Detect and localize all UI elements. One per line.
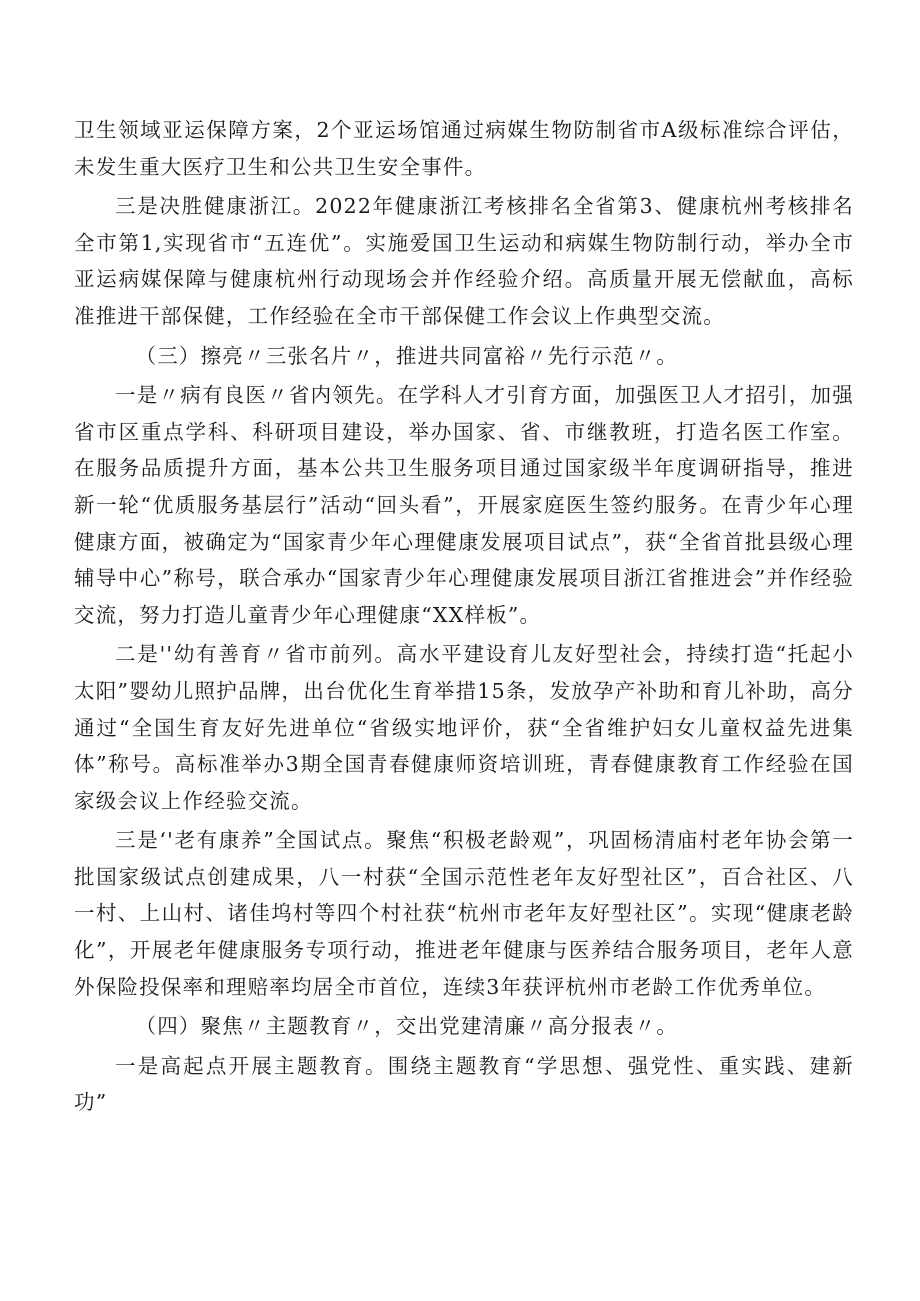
paragraph-child-care: 二是''幼有善育〃省市前列。高水平建设育儿友好型社会，持续打造“托起小太阳”婴幼儿照护品牌，出台优化生育举措15条，发放孕产补助和育儿补助，高分通过“全国生育友好先进单位“省级实地评价，获“全省维护妇女儿童权益先进集体”称号。高标准举办3期全国青春健康师资培训班，青春健康教育工作经验在国家级会议上作经验交流。: [74, 642, 854, 813]
paragraph-healthy-zhejiang: 三是决胜健康浙江。2022年健康浙江考核排名全省第3、健康杭州考核排名全市第1,实现省市“五连优”。实施爱国卫生运动和病媒生物防制行动，举办全市亚运病媒保障与健康杭州行动现场会并作经验介绍。高质量开展无偿献血，高标准推进干部保健，工作经验在全市干部保健工作会议上作典型交流。: [74, 194, 854, 328]
paragraph-theme-education: 一是高起点开展主题教育。围绕主题教育“学思想、强党性、重实践、建新功”: [74, 1053, 854, 1115]
paragraph-medical-care: 一是〃病有良医〃省内领先。在学科人才引育方面，加强医卫人才招引，加强省市区重点学科、科研项目建设，举办国家、省、市继教班，打造名医工作室。在服务品质提升方面，基本公共卫生服务项目通过国家级半年度调研指导，推进新一轮“优质服务基层行”活动“回头看”，开展家庭医生签约服务。在青少年心理健康方面，被确定为“国家青少年心理健康发展项目试点”，获“全省首批县级心理辅导中心”称号，联合承办“国家青少年心理健康发展项目浙江省推进会”并作经验交流，努力打造儿童青少年心理健康“XX样板”。: [74, 383, 854, 627]
section-heading-four: （四）聚焦〃主题教育〃，交出党建清廉〃高分报表〃。: [135, 1014, 678, 1039]
paragraph-continuation: 卫生领域亚运保障方案，2个亚运场馆通过病媒生物防制省市A级标准综合评估，未发生重大医疗卫生和公共卫生安全事件。: [74, 118, 854, 179]
paragraph-elderly-care: 三是‘'老有康养”全国试点。聚焦“积极老龄观”，巩固杨清庙村老年协会第一批国家级试点创建成果，八一村获“全国示范性老年友好型社区”，百合社区、八一村、上山村、诸佳坞村等四个村社获“杭州市老年友好型社区”。实现“健康老龄化”，开展老年健康服务专项行动，推进老年健康与医养结合服务项目，老年人意外保险投保率和理赔率均居全市首位，连续3年获评杭州市老龄工作优秀单位。: [74, 828, 854, 999]
document-page: [74, 112, 854, 1121]
section-heading-three: （三）擦亮〃三张名片〃，推进共同富裕〃先行示范〃。: [135, 343, 678, 368]
